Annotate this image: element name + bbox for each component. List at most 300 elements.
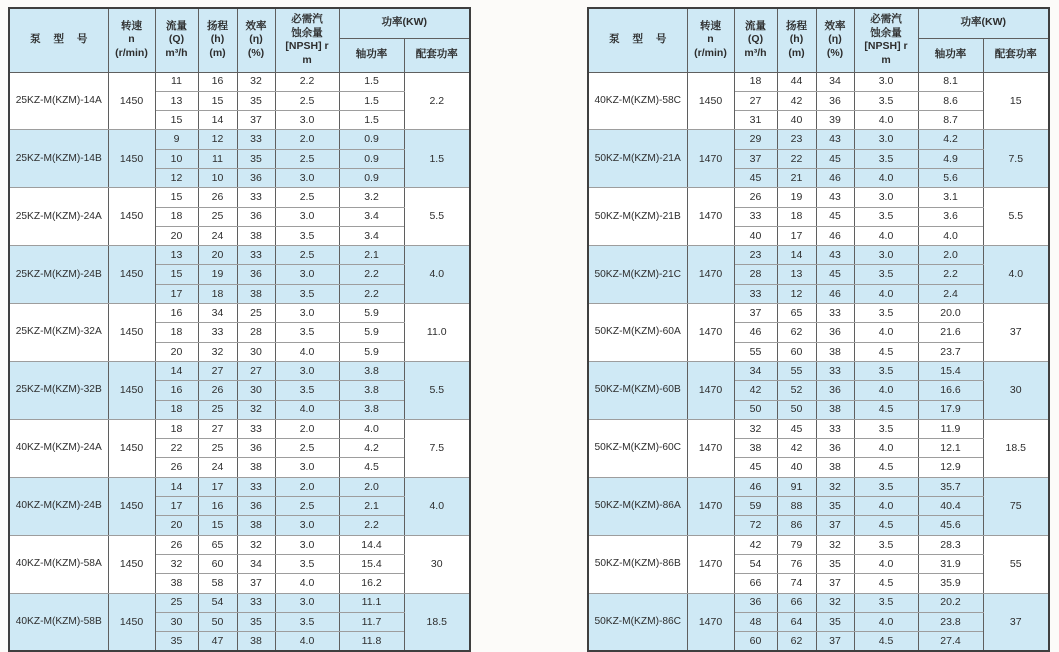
efficiency-cell: 30 [237,381,275,400]
speed-cell: 1470 [687,130,734,188]
efficiency-cell: 33 [237,130,275,149]
npsh-cell: 2.5 [275,149,339,168]
npsh-cell: 3.0 [854,188,918,207]
head-cell: 74 [777,574,816,593]
flow-cell: 18 [155,323,198,342]
efficiency-cell: 46 [816,226,854,245]
head-cell: 13 [777,265,816,284]
efficiency-cell: 35 [237,149,275,168]
flow-cell: 60 [734,632,777,652]
shaft-power-cell: 21.6 [918,323,983,342]
flow-cell: 46 [734,477,777,496]
npsh-cell: 4.0 [854,226,918,245]
shaft-power-cell: 2.2 [918,265,983,284]
model-cell: 50KZ-M(KZM)-60C [588,419,687,477]
flow-cell: 27 [734,91,777,110]
shaft-power-cell: 28.3 [918,535,983,554]
flow-cell: 36 [734,593,777,612]
efficiency-cell: 33 [816,361,854,380]
head-cell: 22 [777,149,816,168]
npsh-cell: 3.5 [275,284,339,303]
shaft-power-cell: 2.4 [918,284,983,303]
flow-cell: 14 [155,477,198,496]
speed-cell: 1450 [108,130,155,188]
npsh-cell: 4.0 [854,323,918,342]
flow-cell: 15 [155,188,198,207]
flow-cell: 17 [155,284,198,303]
shaft-power-cell: 11.1 [339,593,404,612]
matched-power-cell: 30 [404,535,470,593]
flow-cell: 29 [734,130,777,149]
model-cell: 25KZ-M(KZM)-32A [9,304,108,362]
flow-cell: 16 [155,381,198,400]
flow-cell: 10 [155,149,198,168]
npsh-cell: 4.5 [854,458,918,477]
flow-cell: 16 [155,304,198,323]
flow-cell: 32 [155,554,198,573]
shaft-power-cell: 3.4 [339,226,404,245]
shaft-power-cell: 2.0 [918,246,983,265]
flow-cell: 33 [734,284,777,303]
flow-cell: 50 [734,400,777,419]
npsh-cell: 4.0 [854,439,918,458]
column-header-head: 扬程 (h) (m) [777,8,816,72]
efficiency-cell: 33 [237,188,275,207]
shaft-power-cell: 3.8 [339,361,404,380]
head-cell: 19 [777,188,816,207]
efficiency-cell: 32 [816,477,854,496]
head-cell: 60 [777,342,816,361]
efficiency-cell: 36 [816,439,854,458]
efficiency-cell: 38 [816,400,854,419]
npsh-cell: 3.0 [275,516,339,535]
flow-cell: 26 [734,188,777,207]
shaft-power-cell: 3.6 [918,207,983,226]
model-cell: 25KZ-M(KZM)-32B [9,361,108,419]
model-cell: 40KZ-M(KZM)-58A [9,535,108,593]
efficiency-cell: 38 [816,458,854,477]
speed-cell: 1470 [687,477,734,535]
shaft-power-cell: 15.4 [339,554,404,573]
table-row [588,593,1049,612]
speed-cell: 1450 [108,188,155,246]
efficiency-cell: 32 [237,72,275,91]
shaft-power-cell: 2.2 [339,265,404,284]
table-row [9,304,470,323]
model-cell: 50KZ-M(KZM)-21C [588,246,687,304]
flow-cell: 40 [734,226,777,245]
matched-power-cell: 4.0 [404,477,470,535]
column-header-speed: 转速 n (r/min) [108,8,155,72]
matched-power-cell: 7.5 [404,419,470,477]
npsh-cell: 4.0 [854,497,918,516]
head-cell: 17 [198,477,237,496]
head-cell: 76 [777,554,816,573]
shaft-power-cell: 0.9 [339,149,404,168]
flow-cell: 42 [734,535,777,554]
shaft-power-cell: 5.6 [918,168,983,187]
shaft-power-cell: 0.9 [339,168,404,187]
shaft-power-cell: 2.0 [339,477,404,496]
shaft-power-cell: 16.6 [918,381,983,400]
column-header-flow: 流量 (Q) m³/h [734,8,777,72]
npsh-cell: 3.5 [854,535,918,554]
head-cell: 65 [777,304,816,323]
flow-cell: 18 [734,72,777,91]
npsh-cell: 4.5 [854,574,918,593]
npsh-cell: 2.5 [275,497,339,516]
column-header-power: 功率(KW) [918,8,1049,38]
flow-cell: 42 [734,381,777,400]
efficiency-cell: 38 [237,516,275,535]
efficiency-cell: 30 [237,342,275,361]
npsh-cell: 4.0 [854,284,918,303]
shaft-power-cell: 15.4 [918,361,983,380]
npsh-cell: 3.0 [854,72,918,91]
npsh-cell: 3.5 [854,361,918,380]
flow-cell: 31 [734,111,777,130]
flow-cell: 20 [155,226,198,245]
efficiency-cell: 28 [237,323,275,342]
flow-cell: 55 [734,342,777,361]
table-row [588,535,1049,554]
efficiency-cell: 38 [816,342,854,361]
npsh-cell: 3.0 [275,458,339,477]
shaft-power-cell: 4.2 [339,439,404,458]
model-cell: 50KZ-M(KZM)-86C [588,593,687,651]
npsh-cell: 3.0 [275,535,339,554]
efficiency-cell: 32 [237,400,275,419]
shaft-power-cell: 3.1 [918,188,983,207]
efficiency-cell: 38 [237,226,275,245]
npsh-cell: 3.5 [854,593,918,612]
npsh-cell: 4.5 [854,516,918,535]
shaft-power-cell: 20.0 [918,304,983,323]
shaft-power-cell: 2.1 [339,246,404,265]
npsh-cell: 3.0 [275,168,339,187]
shaft-power-cell: 35.7 [918,477,983,496]
table-row [588,477,1049,496]
speed-cell: 1470 [687,304,734,362]
npsh-cell: 3.5 [275,554,339,573]
shaft-power-cell: 2.2 [339,284,404,303]
table-row [9,72,470,91]
head-cell: 50 [198,612,237,631]
efficiency-cell: 45 [816,207,854,226]
matched-power-cell: 75 [983,477,1049,535]
efficiency-cell: 38 [237,458,275,477]
head-cell: 34 [198,304,237,323]
npsh-cell: 4.0 [854,554,918,573]
speed-cell: 1450 [108,304,155,362]
efficiency-cell: 36 [237,497,275,516]
flow-cell: 28 [734,265,777,284]
head-cell: 25 [198,400,237,419]
flow-cell: 23 [734,246,777,265]
head-cell: 24 [198,226,237,245]
shaft-power-cell: 11.9 [918,419,983,438]
speed-cell: 1470 [687,535,734,593]
flow-cell: 18 [155,207,198,226]
npsh-cell: 4.5 [854,632,918,652]
table-row [588,72,1049,91]
flow-cell: 37 [734,304,777,323]
matched-power-cell: 5.5 [983,188,1049,246]
column-header-efficiency: 效率 (η) (%) [816,8,854,72]
npsh-cell: 3.0 [275,304,339,323]
efficiency-cell: 39 [816,111,854,130]
model-cell: 50KZ-M(KZM)-21A [588,130,687,188]
matched-power-cell: 37 [983,593,1049,651]
column-header-shaft-power: 轴功率 [918,38,983,72]
efficiency-cell: 34 [816,72,854,91]
npsh-cell: 4.0 [854,612,918,631]
column-header-pump-model: 泵 型 号 [9,8,108,72]
head-cell: 55 [777,361,816,380]
efficiency-cell: 37 [816,632,854,652]
column-header-npsh: 必需汽 蚀余量 [NPSH] r m [275,8,339,72]
efficiency-cell: 36 [816,381,854,400]
head-cell: 42 [777,91,816,110]
efficiency-cell: 43 [816,246,854,265]
shaft-power-cell: 1.5 [339,91,404,110]
shaft-power-cell: 40.4 [918,497,983,516]
shaft-power-cell: 2.1 [339,497,404,516]
flow-cell: 17 [155,497,198,516]
head-cell: 18 [777,207,816,226]
matched-power-cell: 11.0 [404,304,470,362]
table-row [588,419,1049,438]
flow-cell: 18 [155,419,198,438]
speed-cell: 1450 [108,477,155,535]
flow-cell: 26 [155,535,198,554]
matched-power-cell: 7.5 [983,130,1049,188]
speed-cell: 1470 [687,419,734,477]
npsh-cell: 3.5 [854,265,918,284]
flow-cell: 54 [734,554,777,573]
shaft-power-cell: 8.1 [918,72,983,91]
matched-power-cell: 55 [983,535,1049,593]
head-cell: 79 [777,535,816,554]
efficiency-cell: 32 [816,593,854,612]
npsh-cell: 3.5 [275,226,339,245]
npsh-cell: 2.5 [275,246,339,265]
shaft-power-cell: 5.9 [339,304,404,323]
flow-cell: 46 [734,323,777,342]
table-row [588,361,1049,380]
efficiency-cell: 37 [237,574,275,593]
shaft-power-cell: 11.8 [339,632,404,652]
shaft-power-cell: 8.6 [918,91,983,110]
head-cell: 25 [198,207,237,226]
column-header-shaft-power: 轴功率 [339,38,404,72]
efficiency-cell: 36 [237,439,275,458]
npsh-cell: 4.0 [854,381,918,400]
efficiency-cell: 32 [237,535,275,554]
head-cell: 19 [198,265,237,284]
npsh-cell: 4.0 [275,342,339,361]
npsh-cell: 3.0 [275,207,339,226]
flow-cell: 37 [734,149,777,168]
shaft-power-cell: 5.9 [339,342,404,361]
head-cell: 42 [777,439,816,458]
head-cell: 16 [198,497,237,516]
shaft-power-cell: 4.0 [339,419,404,438]
model-cell: 50KZ-M(KZM)-86A [588,477,687,535]
flow-cell: 59 [734,497,777,516]
flow-cell: 45 [734,458,777,477]
head-cell: 91 [777,477,816,496]
shaft-power-cell: 4.5 [339,458,404,477]
flow-cell: 72 [734,516,777,535]
head-cell: 64 [777,612,816,631]
efficiency-cell: 37 [816,516,854,535]
efficiency-cell: 46 [816,168,854,187]
npsh-cell: 2.0 [275,477,339,496]
npsh-cell: 4.0 [275,400,339,419]
efficiency-cell: 45 [816,265,854,284]
npsh-cell: 4.0 [854,168,918,187]
head-cell: 16 [198,72,237,91]
head-cell: 20 [198,246,237,265]
flow-cell: 25 [155,593,198,612]
table-row [9,419,470,438]
npsh-cell: 3.5 [275,381,339,400]
efficiency-cell: 36 [816,323,854,342]
npsh-cell: 3.5 [854,419,918,438]
efficiency-cell: 38 [237,632,275,652]
efficiency-cell: 33 [237,246,275,265]
efficiency-cell: 33 [816,304,854,323]
npsh-cell: 3.0 [275,593,339,612]
shaft-power-cell: 4.9 [918,149,983,168]
model-cell: 40KZ-M(KZM)-24A [9,419,108,477]
head-cell: 21 [777,168,816,187]
model-cell: 25KZ-M(KZM)-14A [9,72,108,130]
shaft-power-cell: 20.2 [918,593,983,612]
npsh-cell: 4.5 [854,342,918,361]
flow-cell: 66 [734,574,777,593]
table-row [588,304,1049,323]
head-cell: 15 [198,516,237,535]
speed-cell: 1450 [108,361,155,419]
head-cell: 86 [777,516,816,535]
table-row [9,246,470,265]
flow-cell: 18 [155,400,198,419]
column-header-flow: 流量 (Q) m³/h [155,8,198,72]
efficiency-cell: 35 [816,497,854,516]
npsh-cell: 3.5 [854,207,918,226]
shaft-power-cell: 3.4 [339,207,404,226]
head-cell: 44 [777,72,816,91]
column-header-matched-power: 配套功率 [404,38,470,72]
model-cell: 40KZ-M(KZM)-58C [588,72,687,130]
head-cell: 26 [198,188,237,207]
head-cell: 52 [777,381,816,400]
head-cell: 50 [777,400,816,419]
flow-cell: 15 [155,265,198,284]
table-row [9,593,470,612]
matched-power-cell: 37 [983,304,1049,362]
efficiency-cell: 36 [816,91,854,110]
matched-power-cell: 15 [983,72,1049,130]
flow-cell: 45 [734,168,777,187]
head-cell: 88 [777,497,816,516]
head-cell: 11 [198,149,237,168]
npsh-cell: 3.0 [275,265,339,284]
flow-cell: 13 [155,246,198,265]
model-cell: 50KZ-M(KZM)-60A [588,304,687,362]
efficiency-cell: 33 [237,419,275,438]
efficiency-cell: 46 [816,284,854,303]
efficiency-cell: 36 [237,207,275,226]
flow-cell: 32 [734,419,777,438]
head-cell: 12 [198,130,237,149]
efficiency-cell: 35 [816,612,854,631]
npsh-cell: 4.0 [854,111,918,130]
head-cell: 58 [198,574,237,593]
shaft-power-cell: 35.9 [918,574,983,593]
speed-cell: 1450 [108,535,155,593]
model-cell: 50KZ-M(KZM)-60B [588,361,687,419]
matched-power-cell: 18.5 [404,593,470,651]
efficiency-cell: 25 [237,304,275,323]
head-cell: 40 [777,111,816,130]
flow-cell: 33 [734,207,777,226]
head-cell: 10 [198,168,237,187]
efficiency-cell: 43 [816,188,854,207]
speed-cell: 1450 [108,246,155,304]
npsh-cell: 2.5 [275,188,339,207]
npsh-cell: 4.0 [275,632,339,652]
npsh-cell: 3.0 [275,111,339,130]
head-cell: 45 [777,419,816,438]
shaft-power-cell: 4.0 [918,226,983,245]
npsh-cell: 3.0 [854,246,918,265]
model-cell: 50KZ-M(KZM)-86B [588,535,687,593]
head-cell: 24 [198,458,237,477]
table-row [9,535,470,554]
npsh-cell: 3.5 [275,612,339,631]
shaft-power-cell: 11.7 [339,612,404,631]
npsh-cell: 4.5 [854,400,918,419]
npsh-cell: 3.0 [275,361,339,380]
matched-power-cell: 5.5 [404,361,470,419]
speed-cell: 1450 [108,72,155,130]
table-row [588,246,1049,265]
model-cell: 25KZ-M(KZM)-14B [9,130,108,188]
head-cell: 14 [777,246,816,265]
model-cell: 40KZ-M(KZM)-24B [9,477,108,535]
column-header-speed: 转速 n (r/min) [687,8,734,72]
speed-cell: 1450 [108,419,155,477]
speed-cell: 1450 [108,593,155,651]
table-row [588,188,1049,207]
shaft-power-cell: 23.8 [918,612,983,631]
head-cell: 27 [198,361,237,380]
efficiency-cell: 33 [237,593,275,612]
npsh-cell: 3.5 [854,149,918,168]
shaft-power-cell: 12.9 [918,458,983,477]
table-row [9,130,470,149]
column-header-matched-power: 配套功率 [983,38,1049,72]
head-cell: 62 [777,632,816,652]
npsh-cell: 2.5 [275,91,339,110]
efficiency-cell: 33 [237,477,275,496]
flow-cell: 11 [155,72,198,91]
head-cell: 14 [198,111,237,130]
shaft-power-cell: 3.8 [339,400,404,419]
